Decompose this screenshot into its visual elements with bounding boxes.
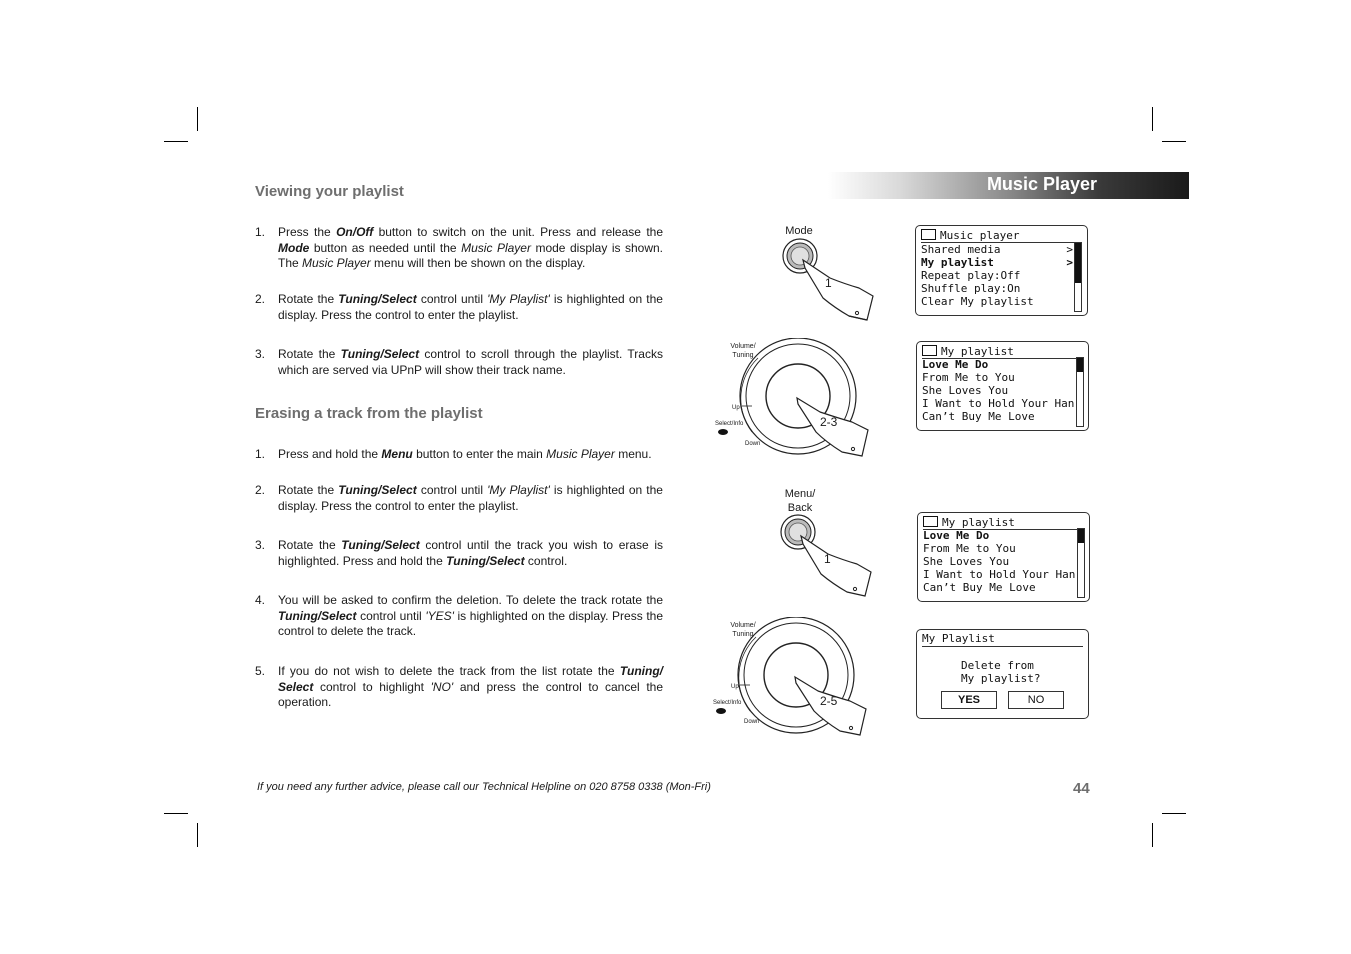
playlist-track[interactable]: Love Me Do xyxy=(923,529,990,542)
menu-item-my-playlist[interactable]: My playlist xyxy=(921,256,994,269)
menu-item-shared-media[interactable]: Shared media xyxy=(921,243,1001,256)
step-text: Press the On/Off button to switch on the unit. Press and release the Mode button as needed until the Music Player mode display is shown. The Music Player menu will then be shown on the display. xyxy=(278,225,664,270)
lcd-title: My playlist xyxy=(922,345,1083,359)
select-info-label: Select/Info xyxy=(713,700,742,706)
erasing-heading: Erasing a track from the playlist xyxy=(255,405,483,422)
tuning-dial-illustration xyxy=(710,617,880,742)
step-number: 2. xyxy=(255,292,266,306)
down-label: Down xyxy=(745,441,761,447)
playlist-icon xyxy=(923,516,938,527)
playlist-track[interactable]: I Want to Hold Your Han xyxy=(923,568,1076,581)
volume-tuning-label: Volume/ Tuning xyxy=(730,622,756,638)
erasing-step-4 xyxy=(255,593,663,640)
scrollbar xyxy=(1074,242,1082,312)
step-text: Rotate the Tuning/Select control to scroll through the playlist. Tracks which are served via UPnP will show their track name. xyxy=(278,347,663,377)
mode-button-label: Mode xyxy=(785,225,813,237)
playlist-track[interactable]: She Loves You xyxy=(923,555,1010,568)
step-number: 1. xyxy=(255,447,266,461)
erasing-step-2 xyxy=(255,483,663,514)
crop-mark xyxy=(1162,141,1186,142)
lcd-title: My Playlist xyxy=(922,633,1083,647)
playlist-track[interactable]: I Want to Hold Your Han xyxy=(922,397,1075,410)
step-text: Rotate the Tuning/Select control until the track you wish to erase is highlighted. Press and hold the Tuning/Select control. xyxy=(278,538,663,568)
yes-button[interactable]: YES xyxy=(941,691,997,709)
confirm-message: Delete from xyxy=(961,659,1034,672)
step-text: Press and hold the Menu button to enter the main Music Player menu. xyxy=(278,447,652,461)
section-header-band xyxy=(828,172,1189,199)
crop-mark xyxy=(164,141,188,142)
playlist-track[interactable]: Can’t Buy Me Love xyxy=(922,410,1035,423)
step-text: You will be asked to confirm the deletion. To delete the track rotate the Tuning/Select control until 'YES' is highlighted on the display. Press the control to delete the track. xyxy=(278,593,663,638)
lcd-title: Music player xyxy=(921,229,1082,243)
erasing-step-5 xyxy=(255,664,663,711)
step-text: Rotate the Tuning/Select control until 'My Playlist' is highlighted on the display. Press the control to enter the playlist. xyxy=(278,483,663,513)
lcd-title: My playlist xyxy=(923,516,1084,530)
playlist-icon xyxy=(922,345,937,356)
page-number: 44 xyxy=(1073,780,1090,797)
down-label: Down xyxy=(744,719,760,725)
lcd-my-playlist xyxy=(916,341,1089,431)
no-button[interactable]: NO xyxy=(1008,691,1064,709)
playlist-track[interactable]: From Me to You xyxy=(923,542,1016,555)
crop-mark xyxy=(1152,823,1153,847)
erasing-step-3 xyxy=(255,538,663,569)
viewing-step-2 xyxy=(255,292,663,323)
chevron-right-icon: > xyxy=(1066,256,1073,269)
footer-helpline-note: If you need any further advice, please call our Technical Helpline on 020 8758 0338 (Mon-Fri) xyxy=(257,781,711,793)
crop-mark xyxy=(197,823,198,847)
step-number: 1. xyxy=(255,225,266,239)
section-title: Music Player xyxy=(986,174,1097,194)
playlist-track[interactable]: Can’t Buy Me Love xyxy=(923,581,1036,594)
step-text: Rotate the Tuning/Select control until 'My Playlist' is highlighted on the display. Press the control to enter the playlist. xyxy=(278,292,663,322)
up-label: Up xyxy=(732,405,740,411)
lcd-music-player xyxy=(915,225,1088,316)
step-number: 2. xyxy=(255,483,266,497)
up-label: Up xyxy=(731,684,739,690)
step-number: 5. xyxy=(255,664,266,678)
select-info-label: Select/Info xyxy=(715,421,744,427)
volume-tuning-label: Volume/ Tuning xyxy=(730,343,756,359)
viewing-step-3 xyxy=(255,347,663,378)
step-badge: 1 xyxy=(824,552,831,566)
crop-mark xyxy=(1162,813,1186,814)
scrollbar xyxy=(1076,357,1084,427)
menu-item-shuffle-play[interactable]: Shuffle play:On xyxy=(921,282,1021,295)
playlist-track[interactable]: Love Me Do xyxy=(922,358,989,371)
menu-item-clear-playlist[interactable]: Clear My playlist xyxy=(921,295,1034,308)
lcd-my-playlist xyxy=(917,512,1090,602)
playlist-track[interactable]: From Me to You xyxy=(922,371,1015,384)
viewing-heading: Viewing your playlist xyxy=(255,183,404,200)
confirm-message: My playlist? xyxy=(961,672,1041,685)
step-badge: 2-3 xyxy=(820,415,838,429)
erasing-step-1 xyxy=(255,447,663,463)
crop-mark xyxy=(1152,107,1153,131)
step-badge: 1 xyxy=(825,276,832,290)
menu-item-repeat-play[interactable]: Repeat play:Off xyxy=(921,269,1021,282)
step-number: 4. xyxy=(255,593,266,607)
lcd-delete-confirm xyxy=(916,629,1089,719)
viewing-step-1 xyxy=(255,225,663,272)
playlist-track[interactable]: She Loves You xyxy=(922,384,1009,397)
menu-list-icon xyxy=(921,229,936,240)
crop-mark xyxy=(164,813,188,814)
step-number: 3. xyxy=(255,538,266,552)
menu-back-label: Menu/ Back xyxy=(784,488,816,514)
tuning-dial-illustration xyxy=(712,338,882,463)
scrollbar xyxy=(1077,528,1085,598)
step-number: 3. xyxy=(255,347,266,361)
chevron-right-icon: > xyxy=(1066,243,1073,256)
step-text: If you do not wish to delete the track from the list rotate the Tuning/ Select control to highlight 'NO' and press the control to cancel the operation. xyxy=(278,664,664,709)
crop-mark xyxy=(197,107,198,131)
step-badge: 2-5 xyxy=(820,694,838,708)
